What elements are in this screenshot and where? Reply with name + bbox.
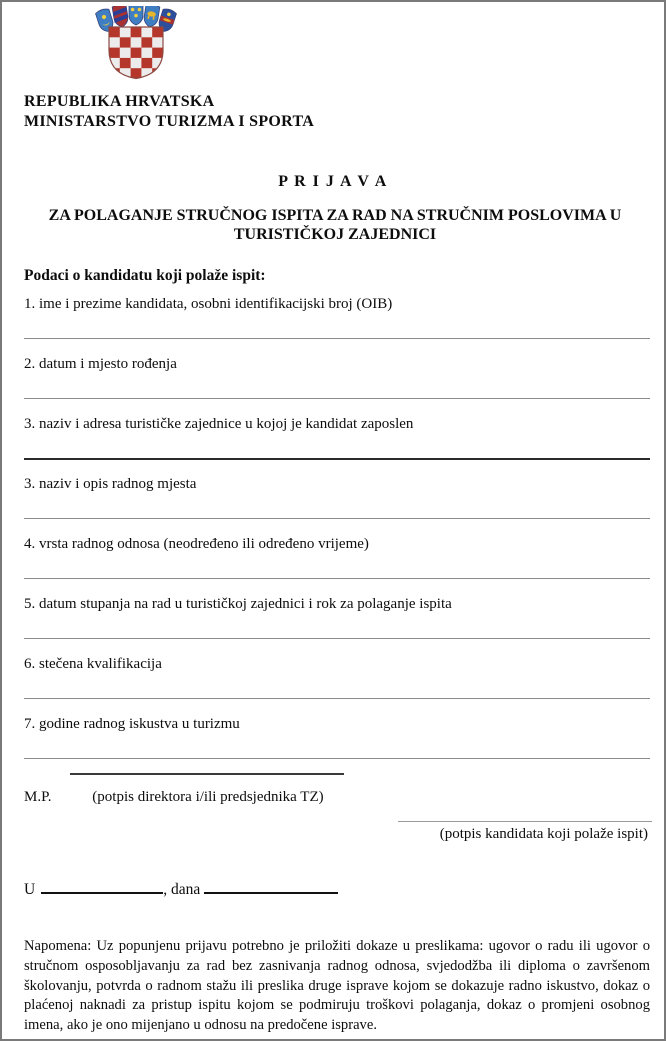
director-signature-caption: (potpis direktora i/ili predsjednika TZ) <box>92 789 324 805</box>
answer-line <box>24 698 650 699</box>
date-separator: , dana <box>163 881 201 898</box>
date-blank <box>204 876 338 894</box>
field-label: 3. naziv i adresa turističke zajednice u kojoj je kandidat zaposlen <box>24 416 414 432</box>
field-tourist-board-name-address <box>24 414 650 474</box>
note-paragraph: Napomena: Uz popunjenu prijavu potrebno je priložiti dokaze u preslikama: ugovor o radu ili ugovor o stručnom osposobljavanju za rad bez zasnivanja radnog odnosa, svjedodžba ili diploma o završenom školovanju, potvrda o radnom stažu ili preslika druge isprave kojom se dokazuje radno iskustvo, dokaz o plaćenoj naknadi za pristup ispitu kojom se podmiruju troškovi polaganja, dokaz o promjeni osobnog imena, ako je ono mijenjano u odnosu na predočene isprave. <box>24 938 650 1034</box>
croatian-coat-of-arms-icon <box>95 6 177 87</box>
place-prefix: U <box>24 881 36 898</box>
field-employment-start-exam-deadline <box>24 594 650 654</box>
field-label: 7. godine radnog iskustva u turizmu <box>24 716 240 732</box>
field-label: 6. stečena kvalifikacija <box>24 656 162 672</box>
field-label: 2. datum i mjesto rođenja <box>24 356 177 372</box>
document-title: P R I J A V A <box>278 173 388 190</box>
answer-line <box>24 638 650 639</box>
field-label: 4. vrsta radnog odnosa (neodređeno ili određeno vrijeme) <box>24 536 369 552</box>
candidate-data-heading: Podaci o kandidatu koji polaže ispit: <box>24 267 266 284</box>
field-tourism-experience-years <box>24 714 650 774</box>
place-date-row <box>24 876 338 899</box>
answer-line <box>24 458 650 460</box>
answer-line <box>24 578 650 579</box>
field-label: 3. naziv i opis radnog mjesta <box>24 476 197 492</box>
document-subtitle: ZA POLAGANJE STRUČNOG ISPITA ZA RAD NA STRUČNIM POSLOVIMA U TURISTIČKOJ ZAJEDNICI <box>48 207 622 243</box>
country-name: REPUBLIKA HRVATSKA <box>24 93 215 110</box>
answer-line <box>24 398 650 399</box>
field-label: 5. datum stupanja na rad u turističkoj zajednici i rok za polaganje ispita <box>24 596 452 612</box>
candidate-signature-line <box>398 821 652 822</box>
ministry-name: MINISTARSTVO TURIZMA I SPORTA <box>24 113 315 130</box>
field-birth-date-place <box>24 354 650 414</box>
field-label: 1. ime i prezime kandidata, osobni identifikacijski broj (OIB) <box>24 296 393 312</box>
director-signature-line <box>70 773 344 775</box>
answer-line <box>24 758 650 759</box>
answer-line <box>24 518 650 519</box>
field-employment-type <box>24 534 650 594</box>
stamp-placeholder-label: M.P. <box>24 789 52 805</box>
field-qualification <box>24 654 650 714</box>
form-fields <box>24 294 650 774</box>
field-name-oib <box>24 294 650 354</box>
field-job-title-description <box>24 474 650 534</box>
stamp-and-director-row <box>24 789 324 806</box>
candidate-signature-caption: (potpis kandidata koji polaže ispit) <box>439 826 648 842</box>
answer-line <box>24 338 650 339</box>
place-blank <box>41 876 163 894</box>
issuing-authority <box>24 92 314 132</box>
